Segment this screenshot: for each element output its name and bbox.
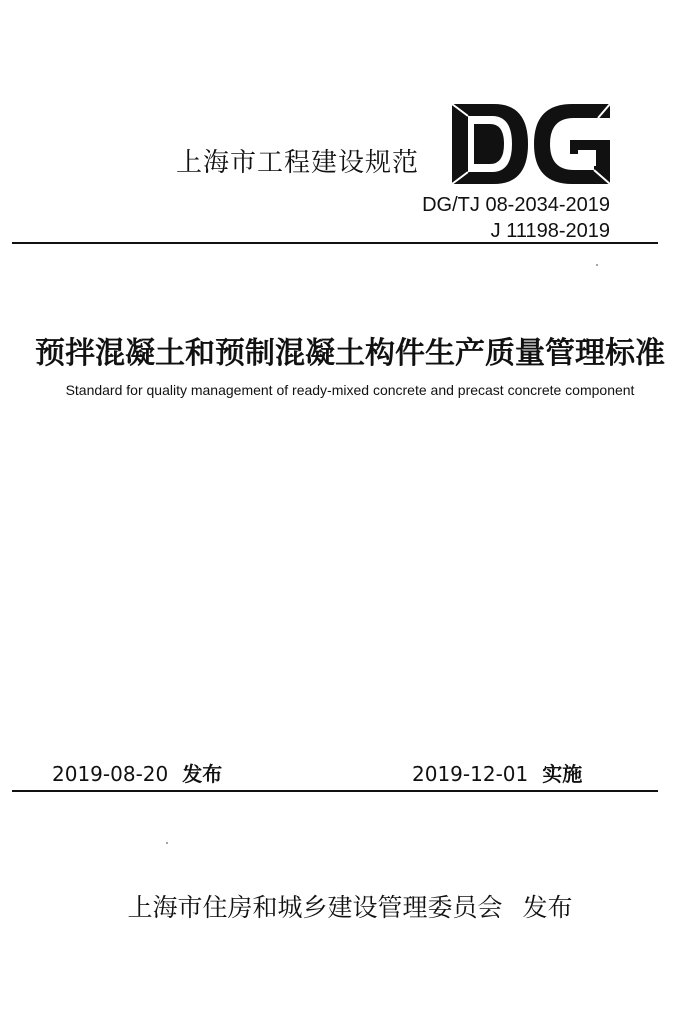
date-divider xyxy=(12,790,658,792)
issue-date: 2019-08-20 xyxy=(52,762,169,786)
series-title: 上海市工程建设规范 xyxy=(176,148,420,178)
standard-code: DG/TJ 08-2034-2019 xyxy=(422,194,610,216)
document-subtitle-english: Standard for quality management of ready-mixed concrete and precast concrete component xyxy=(65,382,635,398)
scan-speck xyxy=(596,264,598,266)
record-number: J 11198-2019 xyxy=(490,220,610,242)
scan-speck xyxy=(166,842,168,844)
publisher-action: 发布 xyxy=(522,893,573,922)
issue-label: 发布 xyxy=(182,762,223,786)
header-divider xyxy=(12,242,658,244)
publisher-name: 上海市住房和城乡建设管理委员会 xyxy=(127,893,503,922)
publisher-line xyxy=(0,888,700,924)
logo-letter-g xyxy=(534,104,610,184)
effective-date-line xyxy=(412,758,582,787)
document-title: 预拌混凝土和预制混凝土构件生产质量管理标准 xyxy=(35,336,665,371)
logo-letter-d xyxy=(452,104,528,184)
issue-date-line xyxy=(52,758,222,787)
effective-date: 2019-12-01 xyxy=(412,762,529,786)
dg-logo xyxy=(448,100,614,188)
effective-label: 实施 xyxy=(542,762,583,786)
